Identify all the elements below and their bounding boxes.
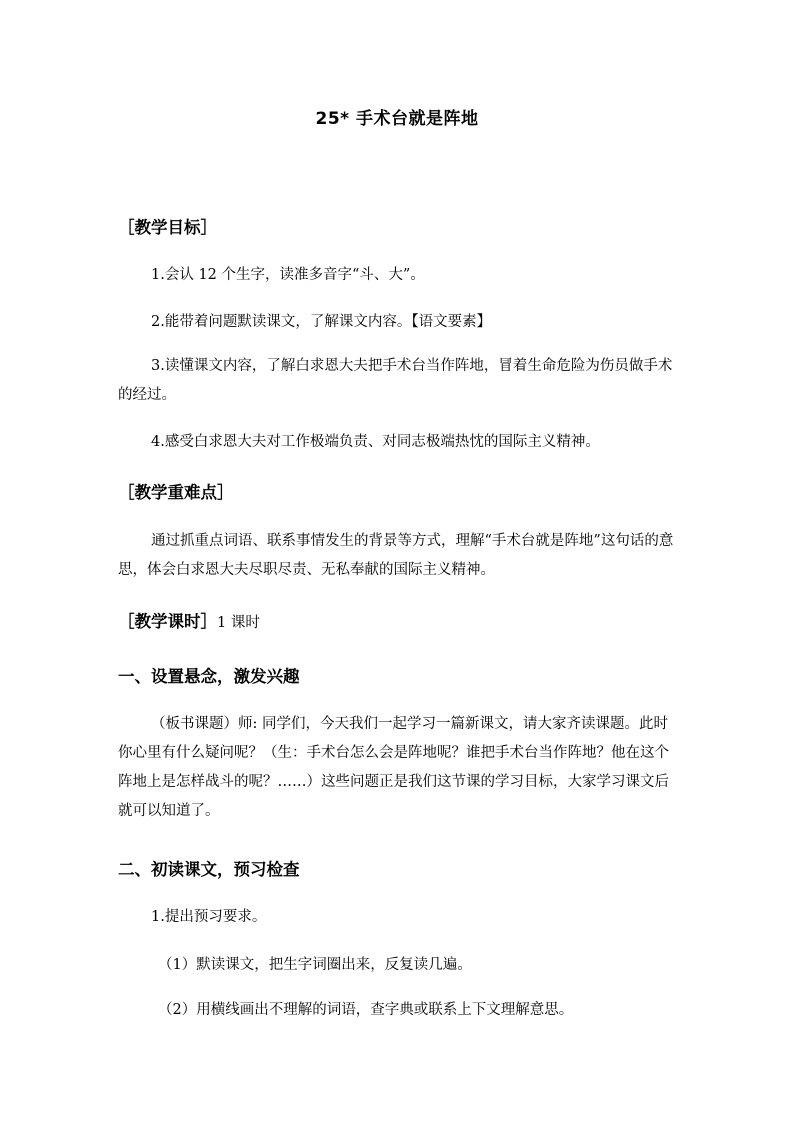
section-2-item: （1）默读课文，把生字词圈出来，反复读几遍。 bbox=[158, 957, 472, 973]
section-1-text: （板书课题）师: 同学们，今天我们一起学习一篇新课文，请大家齐读课题。此时你心里有什么疑问呢？（生：手术台怎么会是阵地呢？谁把手术台当作阵地？他在这个阵地上是怎样战斗的呢？……）这些问题正是我们这节课的学习目标，大家学习课文后就可以知道了。 bbox=[118, 716, 669, 819]
objectives-heading: ［教学目标］ bbox=[118, 218, 217, 237]
section-2-list bbox=[118, 903, 678, 932]
objectives-list bbox=[118, 428, 678, 457]
objectives-list bbox=[118, 261, 678, 290]
section-2-list bbox=[118, 951, 678, 980]
key-points-heading: ［教学重难点］ bbox=[118, 483, 234, 502]
page-title: 25* 手术台就是阵地 bbox=[315, 109, 479, 129]
objective-item: 3.读懂课文内容，了解白求恩大夫把手术台当作阵地，冒着生命危险为伤员做手术的经过。 bbox=[118, 358, 673, 403]
lesson-time-line bbox=[118, 607, 678, 638]
section-heading-2: 二、初读课文，预习检查 bbox=[118, 860, 300, 879]
lesson-time-heading: ［教学课时］ bbox=[118, 612, 217, 631]
section-1-body bbox=[118, 710, 678, 826]
objective-item: 4.感受白求恩大夫对工作极端负责、对同志极端热忱的国际主义精神。 bbox=[151, 434, 600, 450]
section-2-item: 1.提出预习要求。 bbox=[151, 909, 267, 925]
section-2-item: （2）用横线画出不理解的词语，查字典或联系上下文理解意思。 bbox=[158, 1002, 574, 1018]
objectives-list bbox=[118, 352, 678, 410]
objective-item: 2.能带着问题默读课文，了解课文内容。【语文要素】 bbox=[151, 314, 492, 330]
objective-item: 1.会认 12 个生字，读准多音字“斗、大”。 bbox=[151, 267, 425, 283]
key-points-section bbox=[118, 527, 678, 585]
section-2-list bbox=[118, 996, 678, 1025]
objectives-list bbox=[118, 308, 678, 337]
key-points-text: 通过抓重点词语、联系事情发生的背景等方式，理解“手术台就是阵地”这句话的意思，体会白求恩大夫尽职尽责、无私奉献的国际主义精神。 bbox=[118, 533, 674, 578]
section-heading-1: 一、设置悬念，激发兴趣 bbox=[118, 667, 300, 686]
lesson-time-value: 1 课时 bbox=[217, 615, 260, 631]
